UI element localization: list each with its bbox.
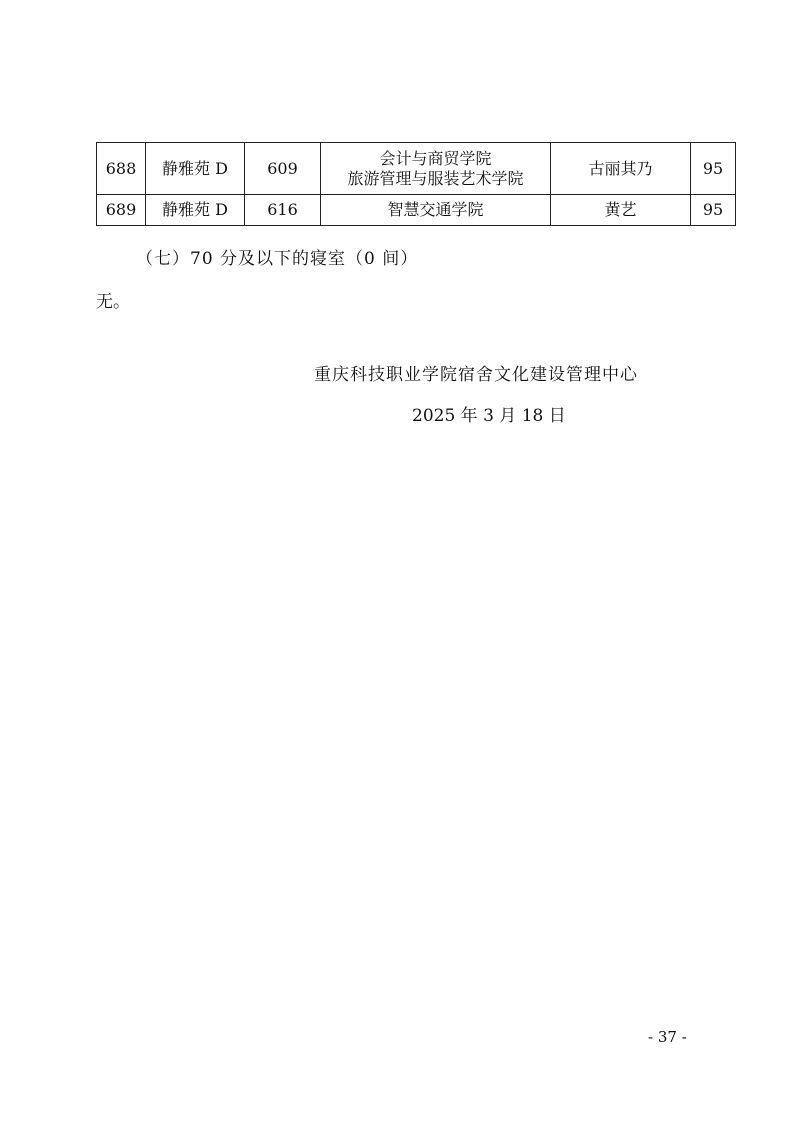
- college-name: 旅游管理与服装艺术学院: [347, 168, 524, 188]
- row-number-cell: 688: [97, 143, 146, 195]
- room-cell: 609: [245, 143, 321, 195]
- dormitory-score-table: [96, 142, 736, 226]
- section-body-text: 无。: [96, 292, 130, 312]
- person-name-cell: 古丽其乃: [551, 143, 691, 195]
- table-row: [97, 143, 736, 195]
- college-name: 会计与商贸学院: [379, 148, 492, 168]
- issue-date: 2025 年 3 月 18 日: [412, 406, 566, 426]
- college-cell: [321, 143, 551, 195]
- building-cell: 静雅苑 D: [146, 195, 245, 226]
- page-number: - 37 -: [648, 1028, 687, 1046]
- score-cell: 95: [691, 195, 736, 226]
- college-name: 智慧交通学院: [387, 200, 484, 219]
- table-row: [97, 195, 736, 226]
- person-name-cell: 黄艺: [551, 195, 691, 226]
- room-cell: 616: [245, 195, 321, 226]
- score-cell: 95: [691, 143, 736, 195]
- building-cell: 静雅苑 D: [146, 143, 245, 195]
- issuing-organization: 重庆科技职业学院宿舍文化建设管理中心: [314, 365, 638, 385]
- row-number-cell: 689: [97, 195, 146, 226]
- section-heading: （七）70 分及以下的寝室（0 间）: [136, 249, 419, 269]
- college-cell: [321, 195, 551, 226]
